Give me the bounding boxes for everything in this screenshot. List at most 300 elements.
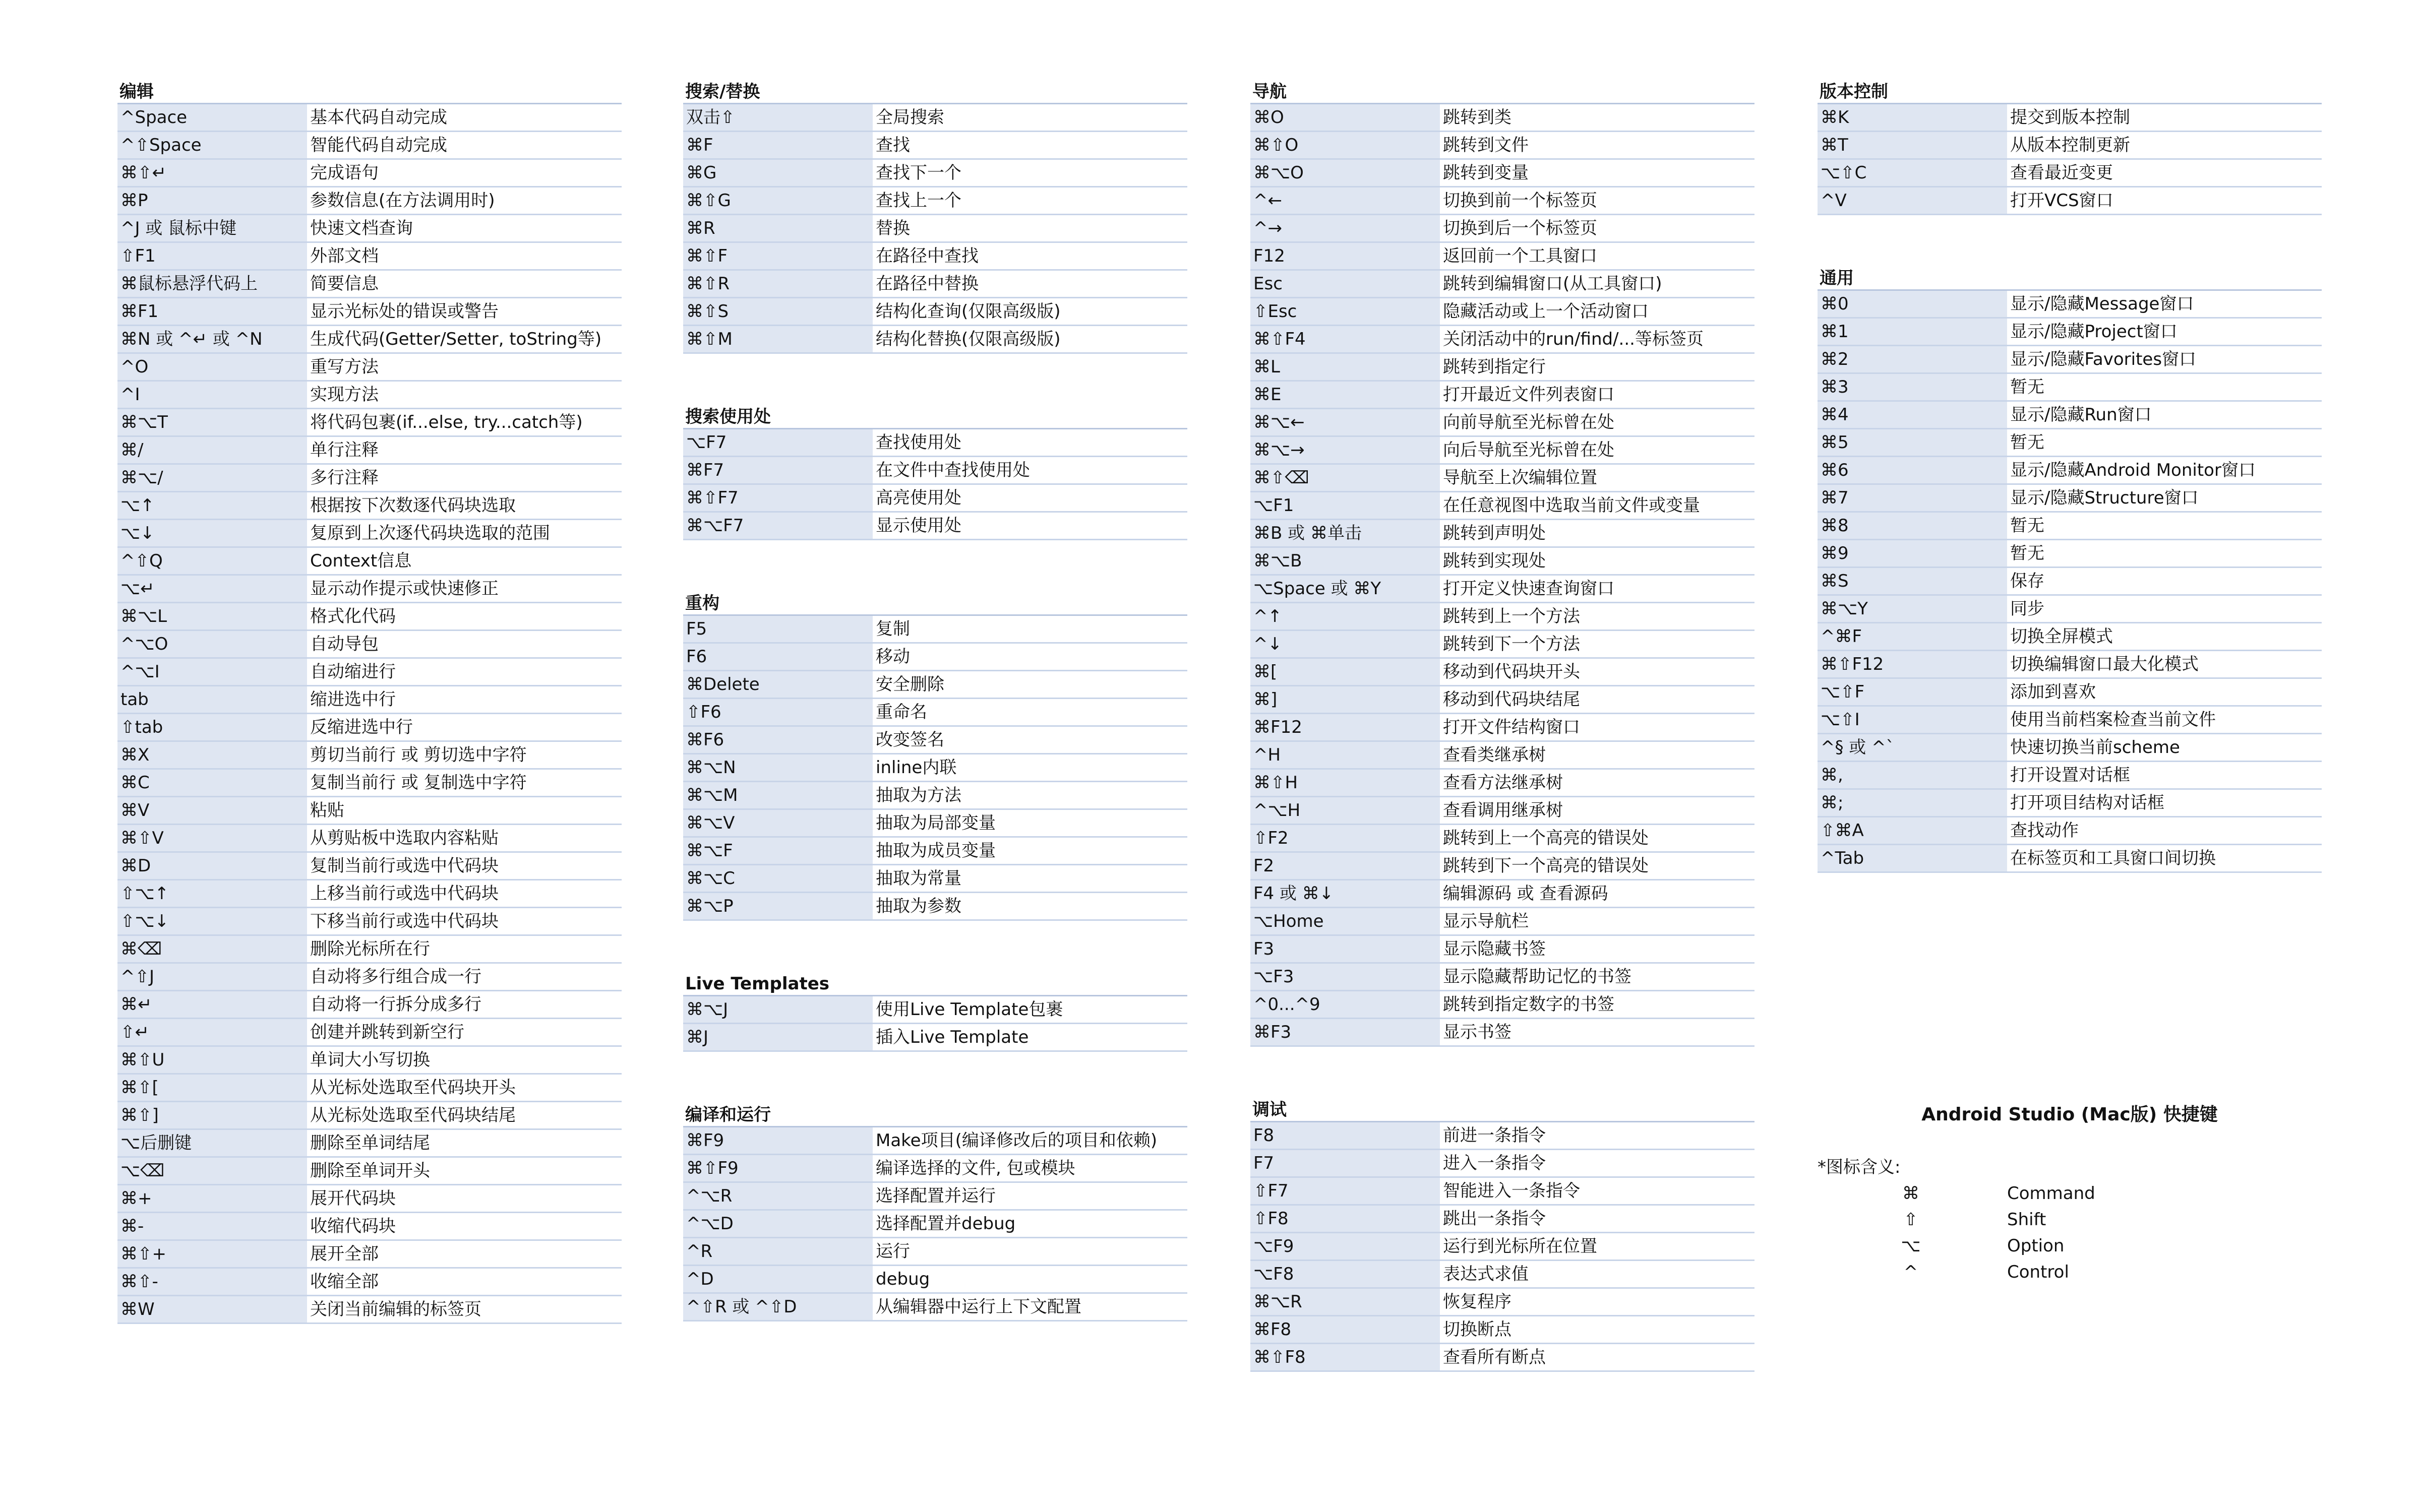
shortcut-row <box>1250 603 1754 631</box>
shortcut-key: ⌘⇧R <box>683 271 873 297</box>
shortcut-description: 运行到光标所在位置 <box>1443 1236 1597 1256</box>
shortcut-description: 显示动作提示或快速修正 <box>310 579 499 599</box>
shortcut-row <box>683 671 1187 699</box>
shortcut-description: 显示/隐藏Message窗口 <box>2010 294 2194 314</box>
shortcut-key: ⌥⌫ <box>117 1158 307 1184</box>
shortcut-row <box>683 457 1187 485</box>
shortcut-description: 暂无 <box>2010 432 2044 453</box>
shortcut-key: ⇧⌥↑ <box>117 880 307 907</box>
shortcut-row <box>117 825 622 853</box>
shortcut-key: ⇧⌘A <box>1818 817 2007 844</box>
section-title: 版本控制 <box>1818 81 2322 104</box>
shortcut-key: ⌥↑ <box>117 492 307 519</box>
shortcut-description: 抽取为成员变量 <box>876 841 996 861</box>
section-refactor <box>683 592 1187 921</box>
legend-meaning: Option <box>2007 1236 2065 1256</box>
shortcut-description: 查找动作 <box>2010 821 2079 841</box>
shortcut-key: ⌘3 <box>1818 374 2007 400</box>
shortcut-row <box>117 1047 622 1075</box>
shortcut-row <box>1818 132 2322 160</box>
shortcut-key: ⌘⇧↵ <box>117 160 307 186</box>
shortcut-row <box>117 1269 622 1296</box>
shortcut-row <box>117 797 622 825</box>
shortcut-key: ⌘⇧+ <box>117 1241 307 1267</box>
section-general <box>1818 267 2322 873</box>
shortcut-row <box>1250 243 1754 271</box>
shortcut-row <box>117 659 622 686</box>
shortcut-row <box>1250 1261 1754 1289</box>
shortcut-row <box>1250 132 1754 160</box>
shortcut-row <box>1250 880 1754 908</box>
shortcut-description: 跳转到类 <box>1443 107 1511 128</box>
shortcut-description: 跳转到上一个高亮的错误处 <box>1443 828 1649 848</box>
shortcut-key: ⌥F9 <box>1250 1233 1440 1259</box>
shortcut-row <box>1250 1206 1754 1233</box>
shortcut-description: 跳转到下一个高亮的错误处 <box>1443 856 1649 876</box>
shortcut-row <box>1250 686 1754 714</box>
shortcut-description: 显示/隐藏Run窗口 <box>2010 405 2152 425</box>
shortcut-key: ⌥F1 <box>1250 492 1440 519</box>
shortcut-key: ⌘F <box>683 132 873 158</box>
shortcut-description: 向前导航至光标曾在处 <box>1443 412 1614 432</box>
shortcut-key: ⌘⌥T <box>117 409 307 435</box>
shortcut-row <box>1250 465 1754 492</box>
shortcut-row <box>683 132 1187 160</box>
shortcut-key: ⌘X <box>117 742 307 768</box>
shortcut-key: ⌥F3 <box>1250 964 1440 990</box>
shortcut-row <box>1250 1344 1754 1372</box>
shortcut-row <box>683 160 1187 187</box>
shortcut-key: ⌘O <box>1250 104 1440 131</box>
shortcut-key: ⌘V <box>117 797 307 824</box>
shortcut-row <box>683 326 1187 354</box>
shortcut-row <box>683 644 1187 671</box>
shortcut-key: ⌘⇧F8 <box>1250 1344 1440 1370</box>
shortcut-key: F4 或 ⌘↓ <box>1250 880 1440 907</box>
shortcut-row <box>117 1158 622 1185</box>
shortcut-key: ⌘⇧S <box>683 298 873 325</box>
shortcut-description: 编译选择的文件, 包或模块 <box>876 1158 1075 1178</box>
shortcut-key: ⌘+ <box>117 1185 307 1212</box>
shortcut-description: 抽取为常量 <box>876 868 961 889</box>
shortcut-key: ^↓ <box>1250 631 1440 657</box>
shortcut-description: 格式化代码 <box>310 606 396 626</box>
shortcut-description: 创建并跳转到新空行 <box>310 1022 464 1042</box>
shortcut-description: 改变签名 <box>876 730 944 750</box>
shortcut-row <box>1250 908 1754 936</box>
shortcut-row <box>683 893 1187 921</box>
shortcut-description: 显示/隐藏Android Monitor窗口 <box>2010 460 2256 480</box>
shortcut-row <box>1250 492 1754 520</box>
shortcut-description: 打开设置对话框 <box>2010 765 2130 785</box>
shortcut-row <box>683 810 1187 838</box>
shortcut-key: ⌘G <box>683 160 873 186</box>
shortcut-key: ⇧F1 <box>117 243 307 269</box>
shortcut-description: 反缩进选中行 <box>310 717 413 737</box>
section-title: 编辑 <box>117 81 622 104</box>
shortcut-description: 打开定义快速查询窗口 <box>1443 579 1614 599</box>
shortcut-description: 根据按下次数逐代码块选取 <box>310 495 516 516</box>
shortcut-row <box>117 714 622 742</box>
shortcut-description: 在文件中查找使用处 <box>876 460 1030 480</box>
shortcut-row <box>1250 631 1754 659</box>
column-4 <box>1818 81 2322 925</box>
shortcut-description: 上移当前行或选中代码块 <box>310 884 499 904</box>
shortcut-description: 打开最近文件列表窗口 <box>1443 385 1614 405</box>
shortcut-row <box>1250 409 1754 437</box>
shortcut-row <box>683 1266 1187 1294</box>
shortcut-row <box>1250 1289 1754 1316</box>
shortcut-row <box>683 996 1187 1024</box>
shortcut-description: 移动到代码块结尾 <box>1443 689 1580 710</box>
shortcut-key: ^H <box>1250 742 1440 768</box>
shortcut-row <box>1250 215 1754 243</box>
shortcut-description: 跳转到下一个方法 <box>1443 634 1580 654</box>
section-usage <box>683 406 1187 540</box>
shortcut-row <box>117 576 622 603</box>
shortcut-key: ⇧Esc <box>1250 298 1440 325</box>
shortcut-description: 查找 <box>876 135 910 155</box>
shortcut-row <box>117 908 622 936</box>
shortcut-key: ⌘⇧O <box>1250 132 1440 158</box>
shortcut-key: ⌘F3 <box>1250 1019 1440 1045</box>
shortcut-row <box>1818 623 2322 651</box>
shortcut-description: 收缩代码块 <box>310 1216 396 1236</box>
shortcut-description: 抽取为参数 <box>876 896 961 916</box>
shortcut-description: 恢复程序 <box>1443 1292 1511 1312</box>
shortcut-description: 跳转到指定数字的书签 <box>1443 994 1614 1015</box>
shortcut-description: 显示使用处 <box>876 516 961 536</box>
shortcut-description: 打开文件结构窗口 <box>1443 717 1580 737</box>
shortcut-row <box>683 298 1187 326</box>
shortcut-description: 向后导航至光标曾在处 <box>1443 440 1614 460</box>
shortcut-row <box>1818 513 2322 540</box>
shortcut-key: ^⇧R 或 ^⇧D <box>683 1294 873 1320</box>
shortcut-description: 关闭当前编辑的标签页 <box>310 1299 481 1319</box>
shortcut-row <box>117 1102 622 1130</box>
shortcut-description: inline内联 <box>876 758 957 778</box>
shortcut-key: ^J 或 鼠标中键 <box>117 215 307 241</box>
shortcut-row <box>1250 576 1754 603</box>
shortcut-description: 打开VCS窗口 <box>2010 191 2113 211</box>
shortcut-key: ⌘K <box>1818 104 2007 131</box>
shortcut-row <box>1250 1178 1754 1206</box>
shortcut-key: ⌘⇧F <box>683 243 873 269</box>
shortcut-row <box>683 1238 1187 1266</box>
shortcut-key: ⌘⌥B <box>1250 548 1440 574</box>
shortcut-row <box>117 215 622 243</box>
shortcut-description: 返回前一个工具窗口 <box>1443 246 1597 266</box>
shortcut-description: 编辑源码 或 查看源码 <box>1443 884 1608 904</box>
shortcut-description: 将代码包裹(if...else, try...catch等) <box>310 412 583 432</box>
shortcut-description: 切换断点 <box>1443 1319 1511 1340</box>
shortcut-row <box>117 742 622 770</box>
shortcut-key: F6 <box>683 644 873 670</box>
shortcut-row <box>1818 374 2322 402</box>
shortcut-key: ⇧F2 <box>1250 825 1440 851</box>
shortcut-row <box>683 782 1187 810</box>
section-edit <box>117 81 622 1324</box>
shortcut-description: 全局搜索 <box>876 107 944 128</box>
shortcut-description: 删除至单词结尾 <box>310 1133 430 1153</box>
shortcut-row <box>117 492 622 520</box>
shortcut-description: 智能代码自动完成 <box>310 135 447 155</box>
shortcut-row <box>1250 1316 1754 1344</box>
shortcut-row <box>683 1211 1187 1238</box>
shortcut-row <box>1250 825 1754 853</box>
shortcut-description: Context信息 <box>310 551 412 571</box>
shortcut-row <box>1250 326 1754 354</box>
shortcut-description: 显示/隐藏Structure窗口 <box>2010 488 2199 508</box>
shortcut-row <box>1250 714 1754 742</box>
legend-meaning: Command <box>2007 1183 2095 1204</box>
shortcut-key: F5 <box>683 616 873 642</box>
section-title: 编译和运行 <box>683 1104 1187 1127</box>
shortcut-description: 自动将多行组合成一行 <box>310 967 481 987</box>
shortcut-key: ⌘⌥O <box>1250 160 1440 186</box>
shortcut-row <box>1818 762 2322 790</box>
shortcut-key: ⌘⌥← <box>1250 409 1440 435</box>
shortcut-description: 选择配置并运行 <box>876 1186 996 1206</box>
shortcut-description: 使用当前档案检查当前文件 <box>2010 710 2216 730</box>
shortcut-key: ^⌥R <box>683 1183 873 1209</box>
shortcut-key: ⇧F8 <box>1250 1206 1440 1232</box>
shortcut-description: 自动导包 <box>310 634 379 654</box>
shortcut-description: 查找下一个 <box>876 163 961 183</box>
shortcut-row <box>1818 160 2322 187</box>
shortcut-row <box>1250 853 1754 880</box>
shortcut-key: ^⌥I <box>117 659 307 685</box>
shortcut-row <box>117 603 622 631</box>
shortcut-key: ⌘⇧F9 <box>683 1155 873 1181</box>
shortcut-key: ⇧F7 <box>1250 1178 1440 1204</box>
shortcut-description: 隐藏活动或上一个活动窗口 <box>1443 301 1649 322</box>
shortcut-key: ⌘⇧] <box>117 1102 307 1128</box>
legend-item <box>1818 1259 2322 1285</box>
shortcut-key: ⌘E <box>1250 382 1440 408</box>
section-title: Live Templates <box>683 973 1187 996</box>
shortcut-row <box>1818 291 2322 319</box>
shortcut-row <box>683 727 1187 754</box>
shortcut-row <box>1250 1019 1754 1047</box>
shortcut-description: 下移当前行或选中代码块 <box>310 911 499 931</box>
shortcut-row <box>117 880 622 908</box>
shortcut-row <box>1250 797 1754 825</box>
shortcut-key: ⌘F6 <box>683 727 873 753</box>
shortcut-key: ⌘[ <box>1250 659 1440 685</box>
shortcut-key: ^V <box>1818 187 2007 214</box>
shortcut-description: 显示/隐藏Favorites窗口 <box>2010 349 2197 369</box>
shortcut-description: 关闭活动中的run/find/...等标签页 <box>1443 329 1704 349</box>
shortcut-description: 删除光标所在行 <box>310 939 430 959</box>
section-title: 搜索使用处 <box>683 406 1187 429</box>
shortcut-key: ⌘, <box>1818 762 2007 788</box>
legend-note: *图标含义: <box>1818 1157 1901 1177</box>
shortcut-row <box>1818 790 2322 817</box>
shortcut-description: 跳出一条指令 <box>1443 1209 1546 1229</box>
shortcut-description: 查看最近变更 <box>2010 163 2113 183</box>
shortcut-description: 基本代码自动完成 <box>310 107 447 128</box>
shortcut-key: ⌘⇧⌫ <box>1250 465 1440 491</box>
shortcut-description: 切换到前一个标签页 <box>1443 191 1597 211</box>
shortcut-key: ⌘2 <box>1818 346 2007 372</box>
shortcut-key: ^⌥O <box>117 631 307 657</box>
shortcut-description: 跳转到实现处 <box>1443 551 1546 571</box>
shortcut-description: 自动将一行拆分成多行 <box>310 994 481 1015</box>
shortcut-key: ^→ <box>1250 215 1440 241</box>
shortcut-row <box>117 964 622 991</box>
shortcut-key: ⌘Delete <box>683 671 873 698</box>
section-title: 重构 <box>683 592 1187 616</box>
shortcut-key: ⌥↓ <box>117 520 307 546</box>
shortcut-key: ⌘⇧- <box>117 1269 307 1295</box>
shortcut-row <box>117 132 622 160</box>
shortcut-description: 智能进入一条指令 <box>1443 1181 1580 1201</box>
shortcut-description: 重写方法 <box>310 357 379 377</box>
shortcut-key: ⌥⇧C <box>1818 160 2007 186</box>
shortcut-row <box>117 936 622 964</box>
shortcut-row <box>117 631 622 659</box>
shortcut-description: 完成语句 <box>310 163 379 183</box>
shortcut-description: 从光标处选取至代码块结尾 <box>310 1105 516 1125</box>
shortcut-key: ⇧↵ <box>117 1019 307 1045</box>
shortcut-key: ⌘⌥Y <box>1818 596 2007 622</box>
shortcut-key: ⌘6 <box>1818 457 2007 483</box>
shortcut-key: ⌘T <box>1818 132 2007 158</box>
shortcut-row <box>117 243 622 271</box>
column-2 <box>683 81 1187 1373</box>
shortcut-description: 替换 <box>876 218 910 238</box>
shortcut-row <box>1818 845 2322 873</box>
shortcut-key: ⌘⌥F7 <box>683 513 873 539</box>
shortcut-description: 打开项目结构对话框 <box>2010 793 2164 813</box>
shortcut-description: 从剪贴板中选取内容粘贴 <box>310 828 499 848</box>
shortcut-key: ⌘J <box>683 1024 873 1050</box>
shortcut-row <box>1818 429 2322 457</box>
shortcut-row <box>683 754 1187 782</box>
shortcut-description: 查看调用继承树 <box>1443 800 1563 821</box>
shortcut-key: ⇧⌥↓ <box>117 908 307 934</box>
shortcut-key: F7 <box>1250 1150 1440 1176</box>
shortcut-description: debug <box>876 1269 930 1289</box>
shortcut-row <box>1818 485 2322 513</box>
shortcut-description: 复原到上次逐代码块选取的范围 <box>310 523 550 543</box>
shortcut-key: ⌘⌥M <box>683 782 873 808</box>
shortcut-key: ⇧F6 <box>683 699 873 725</box>
shortcut-key: F8 <box>1250 1122 1440 1149</box>
shortcut-description: 移动 <box>876 647 910 667</box>
shortcut-key: ⌘N 或 ^↵ 或 ^N <box>117 326 307 352</box>
shortcut-description: 展开代码块 <box>310 1188 396 1209</box>
shortcut-description: 从编辑器中运行上下文配置 <box>876 1297 1081 1317</box>
shortcut-row <box>1818 402 2322 429</box>
shortcut-key: ⌘⌥R <box>1250 1289 1440 1315</box>
shortcut-row <box>1818 187 2322 215</box>
shortcut-description: 移动到代码块开头 <box>1443 662 1580 682</box>
shortcut-description: 运行 <box>876 1241 910 1262</box>
shortcut-key: ⌘S <box>1818 568 2007 594</box>
shortcut-description: 展开全部 <box>310 1244 379 1264</box>
shortcut-key: ⌘⇧F4 <box>1250 326 1440 352</box>
shortcut-row <box>1250 437 1754 465</box>
shortcut-key: ^⇧Q <box>117 548 307 574</box>
legend-item <box>1818 1233 2322 1259</box>
shortcut-key: Esc <box>1250 271 1440 297</box>
shortcut-key: ⌥F8 <box>1250 1261 1440 1287</box>
shortcut-description: 使用Live Template包裹 <box>876 999 1063 1020</box>
shortcut-key: ⌘8 <box>1818 513 2007 539</box>
shortcut-key: ⌘⇧H <box>1250 770 1440 796</box>
shortcut-key: ⇧tab <box>117 714 307 740</box>
shortcut-description: Make项目(编译修改后的项目和依赖) <box>876 1130 1158 1151</box>
shortcut-key: ⌘⇧M <box>683 326 873 352</box>
section-debug <box>1250 1099 1754 1372</box>
shortcut-description: 查看所有断点 <box>1443 1347 1546 1367</box>
shortcut-key: ⌘⌥F <box>683 838 873 864</box>
shortcut-row <box>683 838 1187 865</box>
legend-meaning: Shift <box>2007 1210 2046 1230</box>
shortcut-key: ⌘⇧F12 <box>1818 651 2007 677</box>
shortcut-description: 参数信息(在方法调用时) <box>310 191 495 211</box>
shortcut-key: ^Space <box>117 104 307 131</box>
shortcut-key: ⌘⇧G <box>683 187 873 214</box>
shortcut-description: 查看方法继承树 <box>1443 773 1563 793</box>
shortcut-key: ⌘F12 <box>1250 714 1440 740</box>
shortcut-row <box>1250 271 1754 298</box>
shortcut-description: 切换到后一个标签页 <box>1443 218 1597 238</box>
shortcut-key: ^§ 或 ^` <box>1818 734 2007 761</box>
shortcut-description: 结构化替换(仅限高级版) <box>876 329 1061 349</box>
shortcut-row <box>1818 707 2322 734</box>
shortcut-description: 保存 <box>2010 571 2044 591</box>
shortcut-row <box>683 1127 1187 1155</box>
shortcut-key: ⌘R <box>683 215 873 241</box>
shortcut-description: 同步 <box>2010 599 2044 619</box>
shortcut-key: ⌘↵ <box>117 991 307 1018</box>
shortcut-description: 暂无 <box>2010 516 2044 536</box>
shortcut-description: 自动缩进行 <box>310 662 396 682</box>
shortcut-row <box>683 243 1187 271</box>
shortcut-row <box>1250 187 1754 215</box>
shortcut-description: 外部文档 <box>310 246 379 266</box>
shortcut-row <box>117 1075 622 1102</box>
shortcut-key: ⌘0 <box>1818 291 2007 317</box>
shortcut-description: 显示光标处的错误或警告 <box>310 301 499 322</box>
shortcut-key: ^⌥D <box>683 1211 873 1237</box>
shortcut-key: ⌘⌥V <box>683 810 873 836</box>
shortcut-description: 提交到版本控制 <box>2010 107 2130 128</box>
shortcut-row <box>683 1183 1187 1211</box>
shortcut-description: 复制 <box>876 619 910 639</box>
shortcut-description: 查找使用处 <box>876 432 961 453</box>
shortcut-row <box>683 865 1187 893</box>
shortcut-key: ⌘9 <box>1818 540 2007 566</box>
shift-symbol: ⇧ <box>1903 1210 1918 1230</box>
shortcut-key: ⌥F7 <box>683 429 873 456</box>
shortcut-row <box>117 1241 622 1269</box>
shortcut-description: 从版本控制更新 <box>2010 135 2130 155</box>
shortcut-key: F2 <box>1250 853 1440 879</box>
shortcut-key: ⌘F1 <box>117 298 307 325</box>
legend-item <box>1818 1207 2322 1233</box>
shortcut-row <box>683 1294 1187 1321</box>
shortcut-row <box>117 1019 622 1047</box>
shortcut-key: ^⌥H <box>1250 797 1440 824</box>
shortcut-description: 在路径中替换 <box>876 274 979 294</box>
shortcut-description: 从光标处选取至代码块开头 <box>310 1078 516 1098</box>
shortcut-description: 实现方法 <box>310 385 379 405</box>
shortcut-row <box>117 437 622 465</box>
